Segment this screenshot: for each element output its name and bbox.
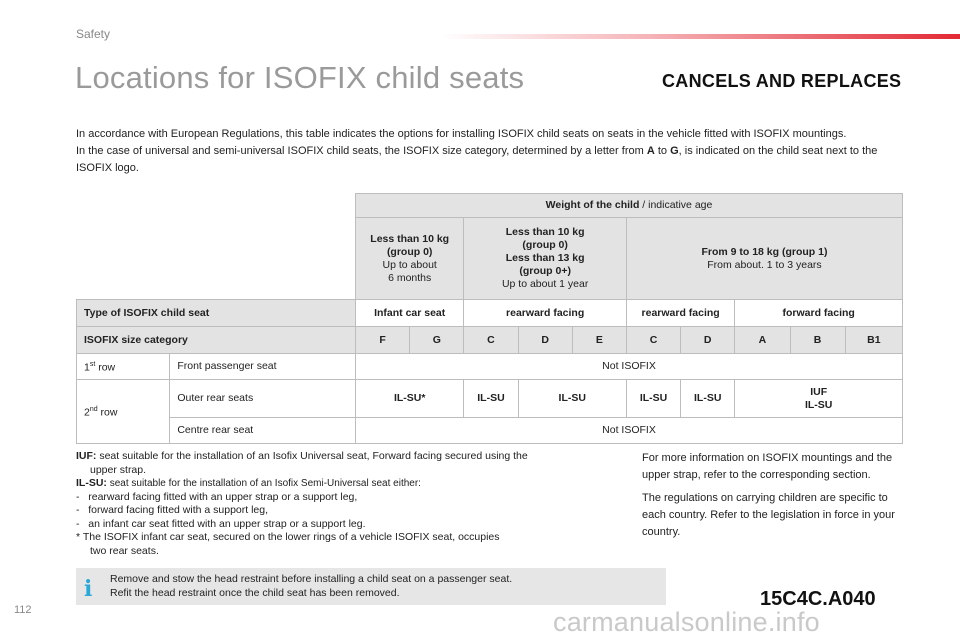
centre-not-isofix: Not ISOFIX	[356, 418, 903, 444]
size-category-label: ISOFIX size category	[77, 327, 356, 354]
ilsu-option: - an infant car seat fitted with an upper strap or a support leg.	[76, 517, 366, 530]
cancels-replaces-stamp: CANCELS AND REPLACES	[662, 71, 902, 91]
ilsu-option: - forward facing fitted with a support leg,	[76, 504, 269, 516]
side-notes	[642, 450, 907, 547]
intro-line-1: In accordance with European Regulations, this table indicates the options for installing ISOFIX child seats on seats in the vehicle fitted with ISOFIX mountings.	[76, 128, 847, 140]
size-cell: C	[626, 327, 680, 354]
size-cell: C	[464, 327, 518, 354]
size-cell: F	[356, 327, 410, 354]
watermark: carmanualsonline.info	[553, 607, 820, 637]
page-number: 112	[14, 604, 32, 616]
regulations-note: The regulations on carrying children are specific to each country. Refer to the legislation in force in your country.	[642, 492, 895, 538]
outer-value: IL-SU	[626, 380, 680, 418]
group-0-cell: Less than 10 kg (group 0) Up to about 6 months	[356, 218, 464, 300]
info-box	[76, 568, 666, 605]
info-icon: i	[84, 576, 93, 602]
intro-line-2: In the case of universal and semi-universal ISOFIX child seats, the ISOFIX size category, determined by a letter from A to G, is indicated on the child seat next to the ISOFIX logo.	[76, 145, 878, 174]
section-label: Safety	[76, 27, 111, 41]
type-forward: forward facing	[735, 300, 903, 327]
outer-rear-seats: Outer rear seats	[170, 380, 356, 418]
header-rule	[440, 34, 960, 39]
group-1-cell: From 9 to 18 kg (group 1) From about. 1 to 3 years	[626, 218, 902, 300]
info-line-1: Remove and stow the head restraint before installing a child seat on a passenger seat.	[110, 573, 513, 585]
type-rearward-2: rearward facing	[626, 300, 734, 327]
size-cell: D	[518, 327, 572, 354]
type-infant: Infant car seat	[356, 300, 464, 327]
seat-type-label: Type of ISOFIX child seat	[77, 300, 356, 327]
outer-value-forward: IUF IL-SU	[735, 380, 903, 418]
intro-text	[76, 126, 896, 177]
front-not-isofix: Not ISOFIX	[356, 354, 903, 380]
outer-value: IL-SU	[464, 380, 518, 418]
type-rearward-1: rearward facing	[464, 300, 627, 327]
size-cell: E	[572, 327, 626, 354]
ilsu-option: - rearward facing fitted with an upper strap or a support leg,	[76, 490, 358, 503]
front-passenger-seat: Front passenger seat	[170, 354, 356, 380]
size-cell: B	[790, 327, 845, 354]
info-line-2: Refit the head restraint once the child seat has been removed.	[110, 586, 400, 599]
outer-value: IL-SU	[681, 380, 735, 418]
more-info-note: For more information on ISOFIX mountings and the upper strap, refer to the corresponding section.	[642, 452, 893, 481]
group-0plus-cell: Less than 10 kg (group 0) Less than 13 kg (group 0+) Up to about 1 year	[464, 218, 627, 300]
weight-header: Weight of the child / indicative age	[356, 194, 903, 218]
star-note: * The ISOFIX infant car seat, secured on the lower rings of a vehicle ISOFIX seat, occupies	[76, 531, 500, 543]
outer-value: IL-SU	[518, 380, 626, 418]
footnotes: IUF: seat suitable for the installation of an Isofix Universal seat, Forward facing secured using the upper strap. IL-SU: seat suitable for the installation of an Isofix Semi-Universal seat either: - rearward facing fitted with an upper strap or a support leg, - forward facing fitted with a support leg, - an infant car seat fitted with an upper strap or a support leg. * The ISOFIX infant car seat, secured on the lower rings of a vehicle ISOFIX seat, occupies two rear seats.	[76, 450, 621, 558]
row-1-label: 1st row	[77, 354, 170, 380]
centre-rear-seat: Centre rear seat	[170, 418, 356, 444]
size-cell: D	[681, 327, 735, 354]
size-cell: G	[410, 327, 464, 354]
page-title: Locations for ISOFIX child seats	[75, 60, 525, 95]
iuf-note: IUF: seat suitable for the installation of an Isofix Universal seat, Forward facing secured using the	[76, 450, 528, 462]
size-cell: A	[735, 327, 790, 354]
ilsu-note: IL-SU: seat suitable for the installation of an Isofix Semi-Universal seat either:	[76, 477, 421, 489]
size-cell: B1	[845, 327, 902, 354]
row-2-label: 2nd row	[77, 380, 170, 444]
outer-value: IL-SU*	[356, 380, 464, 418]
isofix-table	[76, 193, 903, 444]
document-code: 15C4C.A040	[760, 588, 876, 610]
